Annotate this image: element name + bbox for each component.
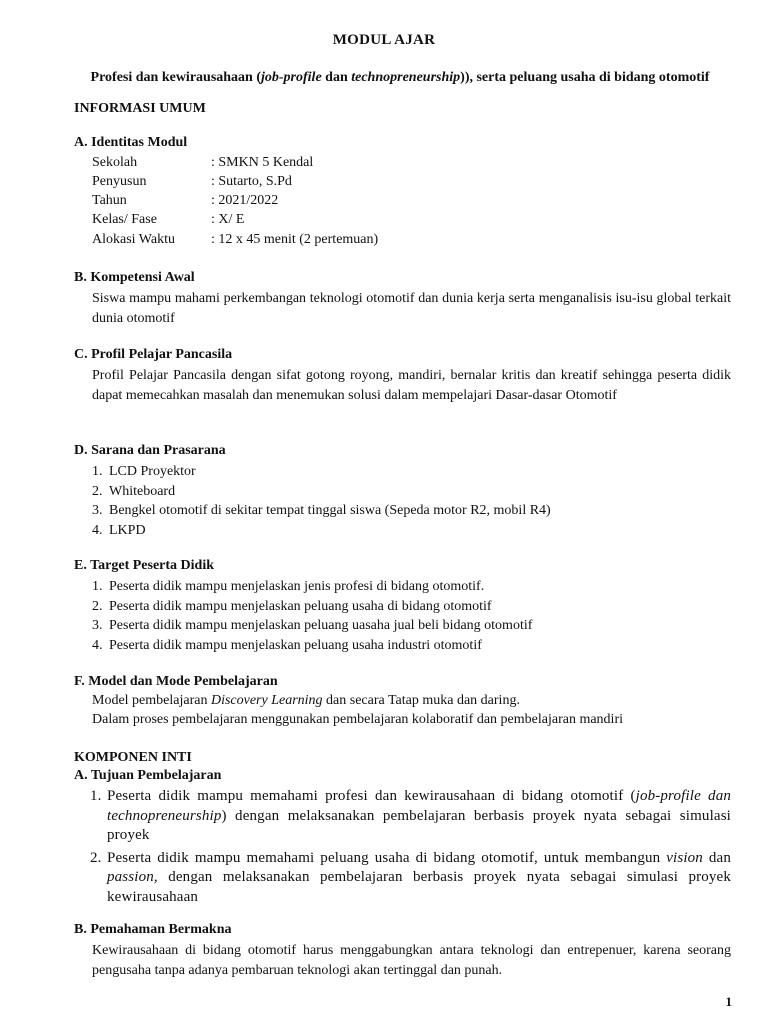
heading-profil-pelajar: C. Profil Pelajar Pancasila: [74, 347, 233, 362]
section-informasi-umum: INFORMASI UMUM: [74, 101, 206, 116]
list-item: 3. Peserta didik mampu menjelaskan peluang uasaha jual beli bidang otomotif: [92, 618, 533, 633]
page-number: 1: [725, 994, 732, 1009]
heading-target-peserta: E. Target Peserta Didik: [74, 558, 214, 573]
target-list: [92, 577, 731, 655]
identitas-row: Alokasi Waktu : 12 x 45 menit (2 pertemuan): [92, 232, 379, 247]
list-item: 1. LCD Proyektor: [92, 464, 196, 479]
heading-tujuan-pembelajaran: A. Tujuan Pembelajaran: [74, 768, 222, 783]
list-item: 3. Bengkel otomotif di sekitar tempat tinggal siswa (Sepeda motor R2, mobil R4): [92, 503, 551, 518]
sarana-list: [92, 462, 731, 540]
list-item: 1. Peserta didik mampu memahami profesi dan kewirausahaan di bidang otomotif (job-profile dan technopreneurship) dengan melaksanakan pembelajaran berbasis proyek nyata sebagai simulasi proyek: [90, 788, 731, 843]
model-line-2: Dalam proses pembelajaran menggunakan pembelajaran kolaboratif dan pembelajaran mandiri: [92, 712, 624, 727]
pemahaman-text: Kewirausahaan di bidang otomotif harus menggabungkan antara teknologi dan entrepenuer, karena seorang pengusaha tanpa adanya pembaruan teknologi akan tertinggal dan punah.: [92, 943, 731, 978]
list-item: 4. LKPD: [92, 522, 146, 538]
identitas-row: Kelas/ Fase : X/ E: [92, 212, 245, 227]
list-item: 4. Peserta didik mampu menjelaskan peluang usaha industri otomotif: [92, 637, 482, 653]
identitas-row: Tahun : 2021/2022: [92, 193, 279, 208]
heading-identitas-modul: A. Identitas Modul: [74, 135, 188, 150]
section-komponen-inti: KOMPONEN INTI: [74, 750, 192, 765]
tujuan-list: [90, 787, 731, 910]
heading-pemahaman-bermakna: B. Pemahaman Bermakna: [74, 922, 232, 937]
heading-kompetensi-awal: B. Kompetensi Awal: [74, 270, 195, 285]
identitas-row: Penyusun : Sutarto, S.Pd: [92, 174, 292, 189]
model-line-1: Model pembelajaran Discovery Learning dan secara Tatap muka dan daring.: [92, 693, 520, 708]
identitas-row: Sekolah : SMKN 5 Kendal: [92, 155, 314, 170]
document-title: MODUL AJAR: [332, 32, 436, 48]
profil-text: Profil Pelajar Pancasila dengan sifat gotong royong, mandiri, bernalar kritis dan kreatif sehingga peserta didik dapat memecahkan masalah dan menemukan solusi dalam mempelajari Dasar-dasar Otomotif: [92, 368, 731, 403]
heading-sarana-prasarana: D. Sarana dan Prasarana: [74, 443, 226, 458]
kompetensi-text: Siswa mampu mahami perkembangan teknologi otomotif dan dunia kerja serta menganalisis isu-isu global terkait dunia otomotif: [92, 291, 731, 326]
list-item: 2. Peserta didik mampu menjelaskan peluang usaha di bidang otomotif: [92, 598, 492, 614]
list-item: 1. Peserta didik mampu menjelaskan jenis profesi di bidang otomotif.: [92, 579, 485, 594]
document-subtitle: Profesi dan kewirausahaan (job-profile dan technopreneurship)), serta peluang usaha di bidang otomotif: [90, 70, 710, 85]
list-item: 2. Peserta didik mampu memahami peluang usaha di bidang otomotif, untuk membangun vision dan passion, dengan melaksanakan pembelajaran berbasis proyek nyata sebagai simulasi proyek kewirausahaan: [90, 849, 732, 905]
list-item: 2. Whiteboard: [92, 483, 176, 499]
heading-model-pembelajaran: F. Model dan Mode Pembelajaran: [74, 674, 278, 689]
